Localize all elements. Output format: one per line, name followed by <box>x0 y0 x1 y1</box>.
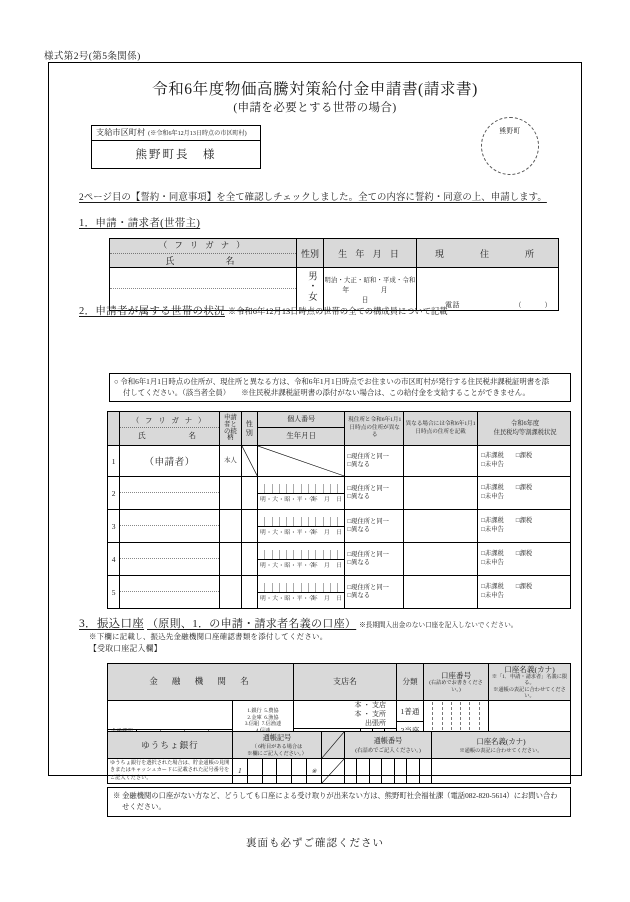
row-number-1: 1 <box>108 446 120 477</box>
passbook-symbol-header: 通帳記号 （ 6桁目がある場合は ※欄にご記入ください。） <box>233 732 322 759</box>
member-2-tax-check[interactable]: □非課税 □課税 □未申告 <box>478 477 571 510</box>
section-2-note: ※令和6年12月13日時点の世帯の全ての構成員について記載 <box>227 307 448 316</box>
contact-footnote: ※ 金融機関の口座がない方など、どうしても口座による受け取りが出来ない方は、熊野町社会福祉課（電話082-820-5614）にお問い合わ せください。 <box>107 787 571 817</box>
member-2-name[interactable] <box>120 477 220 510</box>
member-5-tax-check[interactable]: □非課税 □課税 □未申告 <box>478 576 571 609</box>
member-3-old-address[interactable] <box>404 510 478 543</box>
account-number-header: 口座番号 (右詰めでお書きください。) <box>424 664 489 701</box>
applicant-table <box>109 238 559 311</box>
passbook-symbol-input[interactable]: 1 ※ <box>233 759 322 784</box>
hh-sex-header: 性別 <box>241 412 257 446</box>
municipality-label: 支給市区町村 <box>96 128 146 137</box>
jp-post-bank-table <box>107 731 571 784</box>
member-5-address-check[interactable]: □現住所と同一 □異なる <box>345 576 404 609</box>
table-row[interactable] <box>108 510 571 543</box>
tel-paren: （ ） <box>514 301 552 309</box>
member-3-mynumber[interactable]: 明・大・昭・平・令 年 月 日 <box>258 510 345 543</box>
table-row[interactable] <box>108 543 571 576</box>
member-2-old-address[interactable] <box>404 477 478 510</box>
jp-holder-header: 口座名義(カナ) ※通帳の表記に合わせてください。 <box>432 732 571 759</box>
row-number-3: 3 <box>108 510 120 543</box>
member-5-relation[interactable] <box>220 576 242 609</box>
section-1-heading: 1．申請・請求者(世帯主) <box>79 218 201 229</box>
member-5-sex[interactable] <box>241 576 257 609</box>
old-address-header: 異なる場合には令和6年1月1日時点の住所を記載 <box>404 412 478 446</box>
member-2-relation[interactable] <box>220 477 242 510</box>
tax-certificate-notice: ○ 令和6年1月1日時点の住所が、現住所と異なる方は、令和6年1月1日時点でお住まいの市区町村が発行する住民税非課税証明書を添 付してください。（該当者全員） ※住民税非課税証明書の添付がない場合は、この給付金を支給することができません。 <box>109 373 571 402</box>
account-holder-header: 口座名義(カナ) ※「1．申請・請求者」名義に限る。 ※通帳の表記に合わせてください。 <box>489 664 571 701</box>
form-frame <box>48 62 582 849</box>
member-3-address-check[interactable]: □現住所と同一 □異なる <box>345 510 404 543</box>
jp-bank-note: ゆうちょ銀行を選択された場合は、貯金通帳の見開きまたはキャッシュカードに記載された記号番号をご記入ください。 <box>108 759 233 784</box>
account-type-select[interactable]: 1普通 <box>397 701 424 742</box>
backside-note: 裏面も必ずご確認ください <box>246 838 384 849</box>
page-title: 令和6年度物価高騰対策給付金申請書(請求書) <box>152 81 478 98</box>
member-4-old-address[interactable] <box>404 543 478 576</box>
section-3-heading: 3．振込口座 （原則、1．の申請・請求者名義の口座） ※長期間入出金のない口座を記入しないでください。 <box>79 618 518 630</box>
same-address-header: 現住所と令和6年1月1日時点の住所が異なる <box>345 412 404 446</box>
hh-furigana-header: （ フ リ ガ ナ ） <box>120 414 219 428</box>
row-number-2: 2 <box>108 477 120 510</box>
relation-header: 申請者との続柄 <box>220 412 242 446</box>
tax-status-header-l1: 令和6年度 <box>510 419 540 427</box>
pledge-statement: 2ページ目の【誓約・同意事項】を全て確認しチェックしました。全ての内容に誓約・同意の上、申請します。 <box>79 193 547 203</box>
mynumber-header: 個人番号 <box>258 412 345 428</box>
member-3-sex[interactable] <box>241 510 257 543</box>
form-number: 様式第2号(第5条関係) <box>44 52 141 62</box>
member-4-sex[interactable] <box>241 543 257 576</box>
page-subtitle: (申請を必要とする世帯の場合) <box>233 102 397 114</box>
row-number-5: 5 <box>108 576 120 609</box>
member-2-sex[interactable] <box>241 477 257 510</box>
table-row[interactable] <box>108 576 571 609</box>
table-row[interactable] <box>108 446 571 477</box>
household-members-table <box>107 411 571 609</box>
municipality-note: (※令和6年12月13日時点の市区町村) <box>148 131 247 137</box>
institution-name-header: 金 融 機 関 名 <box>108 664 294 701</box>
section-3-note: ※長期間入出金のない口座を記入しないでください。 <box>359 622 518 629</box>
member-2-mynumber[interactable]: 明・大・昭・平・令 年 月 日 <box>258 477 345 510</box>
member-1-name: （申請者） <box>120 446 220 477</box>
jp-bank-name: ゆうちょ銀行 <box>108 732 233 759</box>
municipality-header <box>92 126 260 141</box>
institution-type-list: 1.銀行 5.農協 2.金庫 6.漁協 3.信組 7.信漁連 <box>233 701 294 742</box>
row-number-header <box>108 412 120 446</box>
member-4-mynumber[interactable]: 明・大・昭・平・令 年 月 日 <box>258 543 345 576</box>
member-4-relation[interactable] <box>220 543 242 576</box>
member-4-address-check[interactable]: □現住所と同一 □異なる <box>345 543 404 576</box>
table-row[interactable] <box>108 477 571 510</box>
municipality-box <box>91 125 261 169</box>
section-3-line2: ※下欄に記載し、振込先金融機関口座確認書類を添付してください。 <box>89 632 328 641</box>
seal-label: 熊野町 <box>499 128 521 135</box>
member-3-tax-check[interactable]: □非課税 □課税 □未申告 <box>478 510 571 543</box>
jp-bank-spacer <box>322 732 345 759</box>
member-5-mynumber[interactable]: 明・大・昭・平・令 年 月 日 <box>258 576 345 609</box>
member-5-name[interactable] <box>120 576 220 609</box>
name-header: 氏 名 <box>165 256 241 266</box>
member-1-mynumber <box>258 446 345 477</box>
member-4-tax-check[interactable]: □非課税 □課税 □未申告 <box>478 543 571 576</box>
account-type-header: 分類 <box>397 664 424 701</box>
jp-bank-spacer-cell <box>322 759 345 784</box>
passbook-number-header: 通帳番号 (右詰めでご記入ください。) <box>345 732 432 759</box>
dob-header: 生 年 月 日 <box>324 239 417 268</box>
member-1-sex <box>241 446 257 477</box>
tel-label: 電話 <box>445 301 460 309</box>
hh-dob-header: 生年月日 <box>258 428 345 446</box>
section-2-heading: 2．申請者が属する世帯の状況 ※令和6年12月13日時点の世帯の全ての構成員について記載 <box>79 306 448 317</box>
hh-name-header: 氏 名 <box>138 431 202 440</box>
symbol-mark: ※ <box>311 768 317 775</box>
member-1-relation: 本人 <box>220 446 242 477</box>
member-3-name[interactable] <box>120 510 220 543</box>
member-1-address-check[interactable]: □現住所と同一 □異なる <box>345 446 404 477</box>
era-options: 明治・大正・昭和・平成・令和 <box>324 276 416 284</box>
member-2-address-check[interactable]: □現住所と同一 □異なる <box>345 477 404 510</box>
tax-status-header-l2: 住民税均等割課税状況 <box>493 428 557 436</box>
seal-circle-icon <box>481 117 539 175</box>
passbook-number-input[interactable] <box>345 759 432 784</box>
sex-header: 性別 <box>297 239 324 268</box>
section-3-line3: 【受取口座記入欄】 <box>89 644 162 653</box>
row-number-4: 4 <box>108 543 120 576</box>
jp-holder-input[interactable] <box>432 759 571 784</box>
member-4-name[interactable] <box>120 543 220 576</box>
applicant-sex-field[interactable]: 男・女 <box>297 268 324 311</box>
member-1-tax-check[interactable]: □非課税 □課税 □未申告 <box>478 446 571 477</box>
branch-name-input[interactable]: 本 ・ 支店 本 ・ 支所 出張所 <box>294 701 397 742</box>
member-1-old-address[interactable] <box>404 446 478 477</box>
ymd-labels: 年 月 日 <box>342 286 420 304</box>
member-3-relation[interactable] <box>220 510 242 543</box>
branch-name-header: 支店名 <box>294 664 397 701</box>
municipality-value: 熊野町長 様 <box>135 149 217 162</box>
address-header: 現 住 所 <box>417 239 559 268</box>
furigana-header: （ フ リ ガ ナ ） <box>110 239 296 254</box>
member-5-old-address[interactable] <box>404 576 478 609</box>
